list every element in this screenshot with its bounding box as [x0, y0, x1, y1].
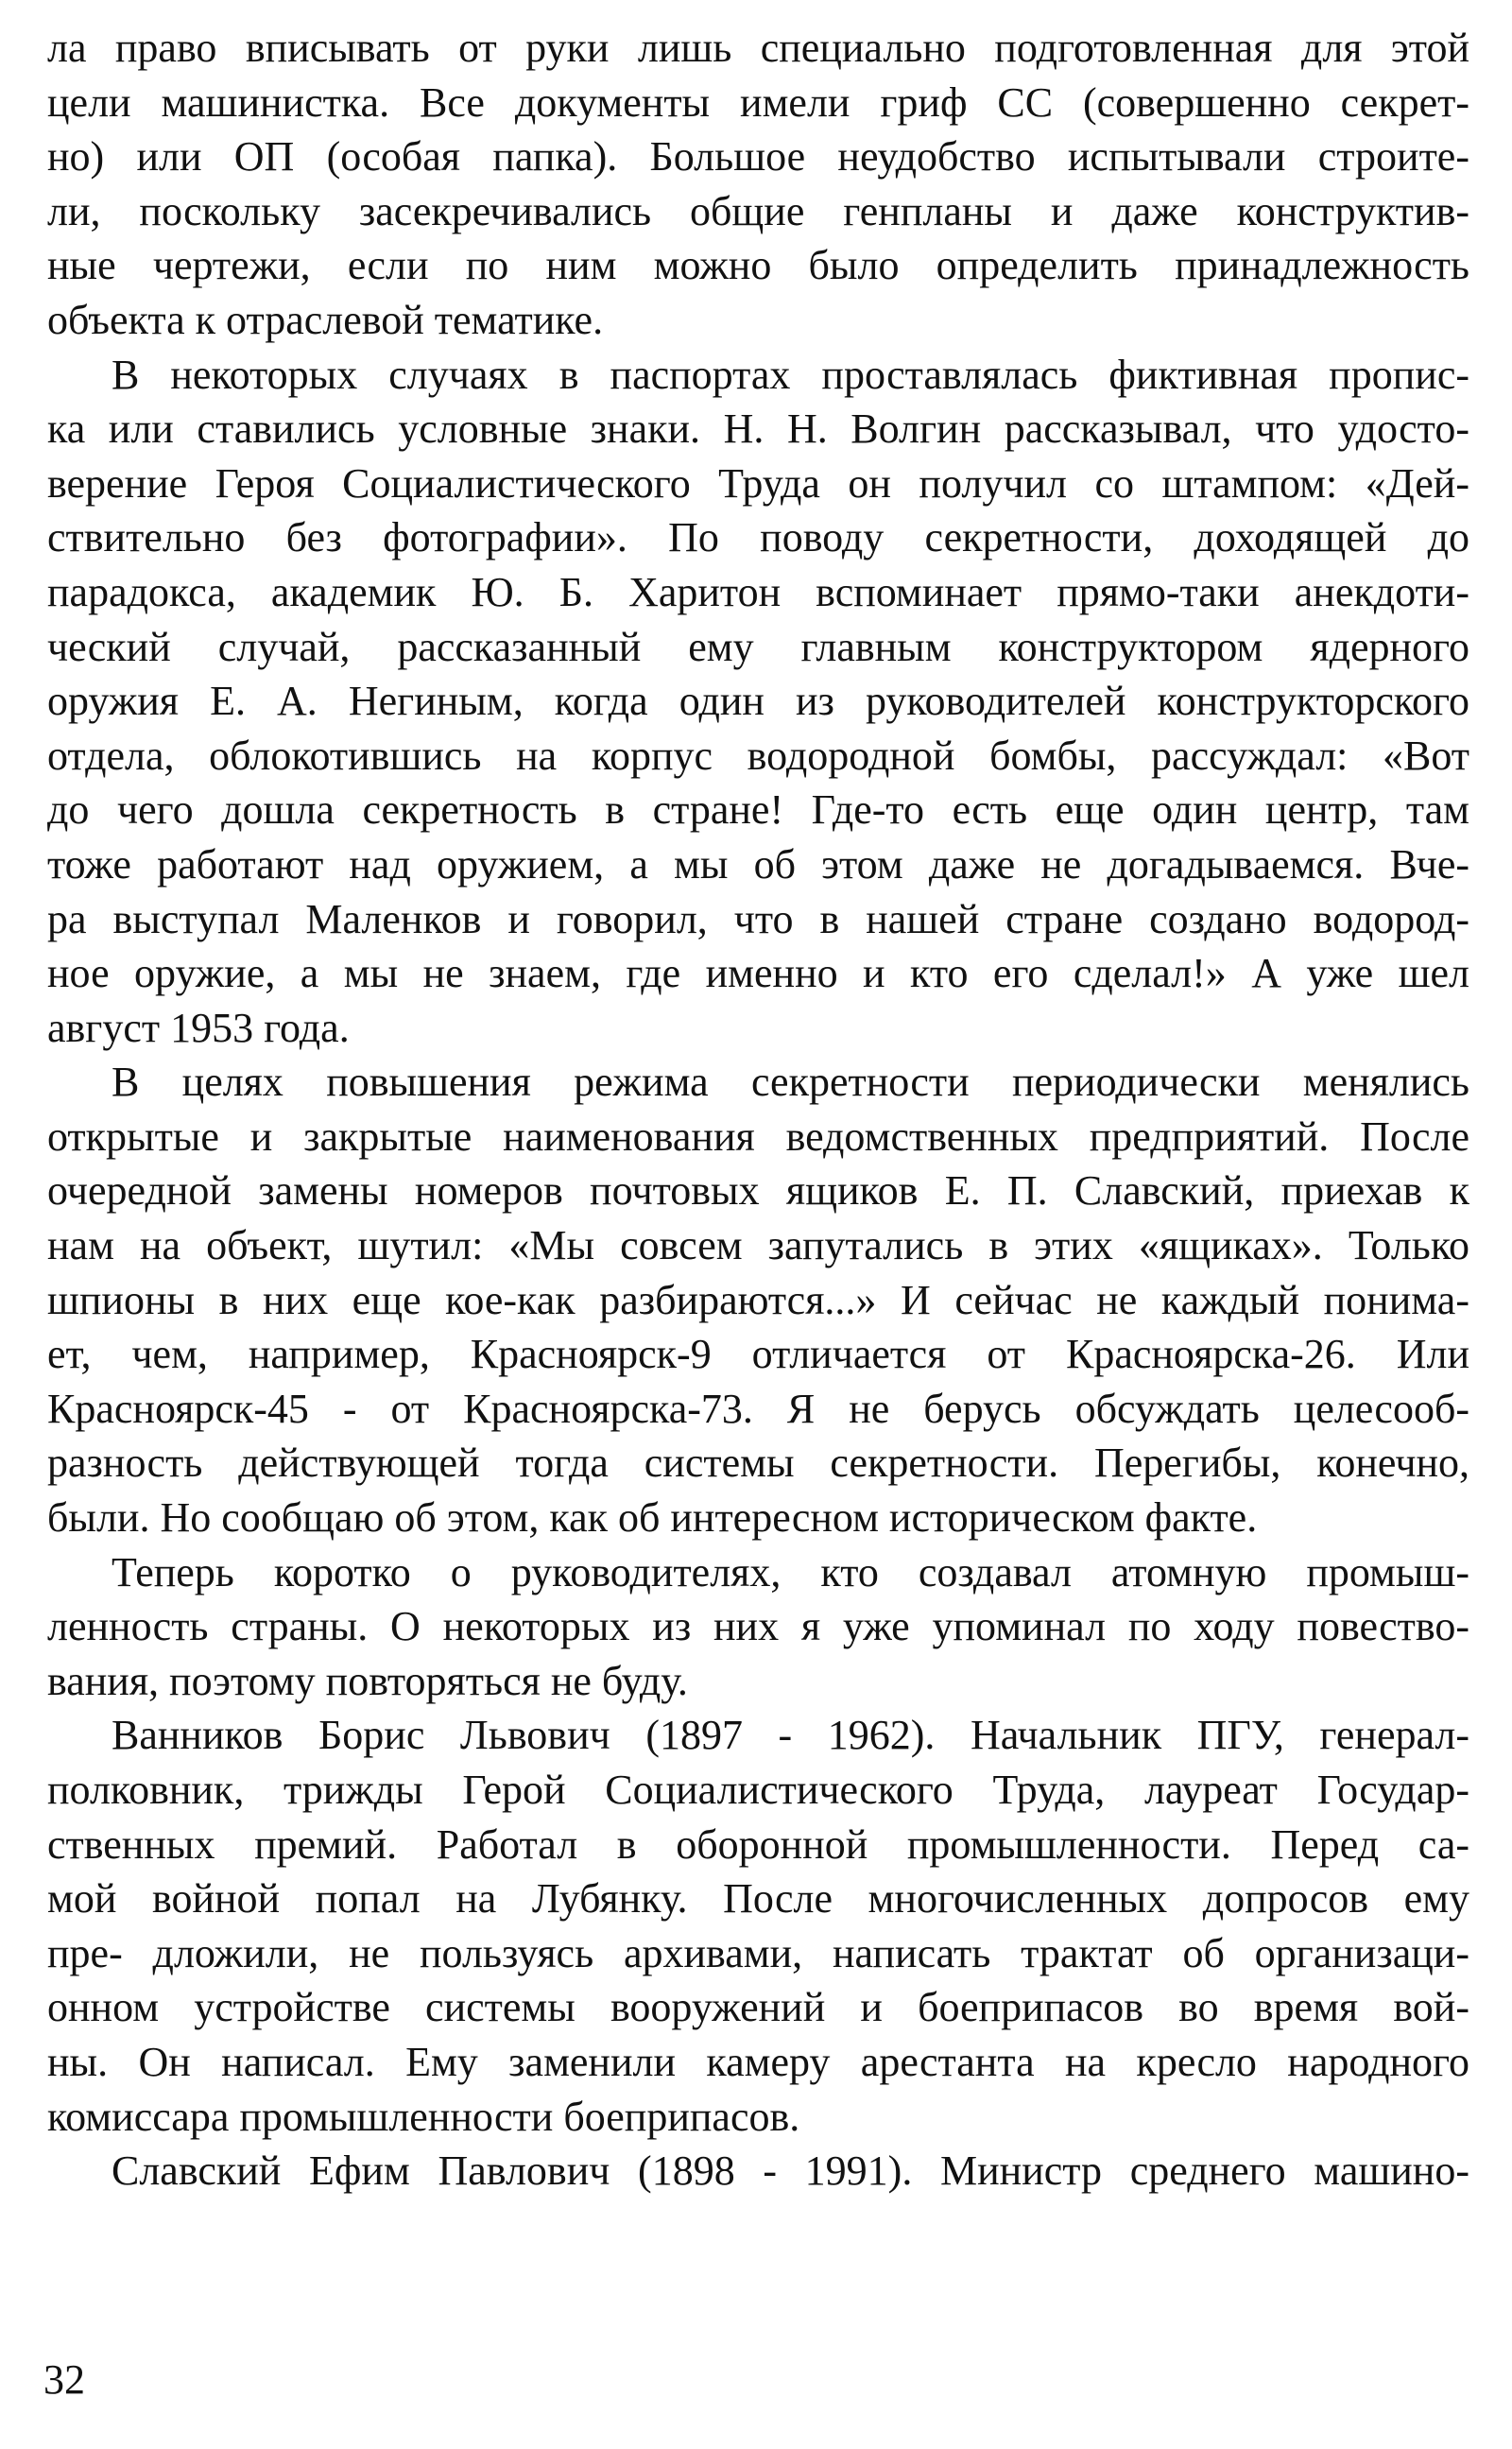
text-line: Славский Ефим Павлович (1898 - 1991). Министр среднего машино- [112, 2147, 1469, 2195]
text-line: но) или ОП (особая папка). Большое неудобство испытывали строите- [47, 133, 1469, 181]
text-line: ка или ставились условные знаки. Н. Н. Волгин рассказывал, что удосто- [47, 405, 1469, 453]
text-line: очередной замены номеров почтовых ящиков Е. П. Славский, приехав к [47, 1167, 1469, 1215]
text-line: август 1953 года. [47, 1004, 350, 1051]
text-line: верение Героя Социалистического Труда он получил со штампом: «Дей- [47, 459, 1469, 507]
text-line: комиссара промышленности боеприпасов. [47, 2093, 800, 2140]
text-line: Красноярск-45 - от Красноярска-73. Я не берусь обсуждать целесооб- [47, 1385, 1469, 1432]
text-line: ны. Он написал. Ему заменили камеру арестанта на кресло народного [47, 2038, 1469, 2085]
text-line: до чего дошла секретность в стране! Где-то есть еще один центр, там [47, 786, 1469, 834]
page-number: 32 [43, 2356, 85, 2403]
text-line: отдела, облокотившись на корпус водородной бомбы, рассуждал: «Вот [47, 732, 1469, 779]
text-line: ное оружие, а мы не знаем, где именно и кто его сделал!» А уже шел [47, 950, 1469, 997]
text-line: разность действующей тогда системы секретности. Перегибы, конечно, [47, 1440, 1469, 1487]
text-line: шпионы в них еще кое-как разбираются...» И сейчас не каждый понима- [47, 1276, 1469, 1323]
paragraph [47, 21, 1469, 348]
text-line: Ванников Борис Львович (1897 - 1962). Начальник ПГУ, генерал- [112, 1712, 1469, 1759]
text-line: ра выступал Маленков и говорил, что в нашей стране создано водород- [47, 895, 1469, 942]
text-line: ла право вписывать от руки лишь специально подготовленная для этой [47, 25, 1469, 71]
text-line: объекта к отраслевой тематике. [47, 296, 604, 343]
text-line: ные чертежи, если по ним можно было определить принадлежность [47, 242, 1469, 289]
text-line: нам на объект, шутил: «Мы совсем запутались в этих «ящиках». Только [47, 1222, 1469, 1269]
text-line: мой войной попал на Лубянку. После многочисленных допросов ему [47, 1875, 1469, 1923]
text-line: ленность страны. О некоторых из них я уже упоминал по ходу повество- [47, 1603, 1469, 1650]
text-line: ствительно без фотографии». По поводу секретности, доходящей до [47, 514, 1469, 561]
text-line: ли, поскольку засекречивались общие генпланы и даже конструктив- [47, 187, 1469, 234]
text-line: открытые и закрытые наименования ведомственных предприятий. После [47, 1112, 1469, 1160]
text-line: оружия Е. А. Негиным, когда один из руководителей конструкторского [47, 678, 1469, 725]
text-line: В некоторых случаях в паспортах проставлялась фиктивная пропис- [112, 351, 1469, 398]
paragraph [47, 348, 1469, 1056]
text-line: полковник, трижды Герой Социалистического Труда, лауреат Государ- [47, 1767, 1469, 1813]
text-line: парадокса, академик Ю. Б. Харитон вспоминает прямо-таки анекдоти- [47, 568, 1469, 615]
text-line: были. Но сообщаю об этом, как об интересном историческом факте. [47, 1494, 1258, 1542]
paragraph [47, 1545, 1469, 1709]
text-line: цели машинистка. Все документы имели гриф СС (совершенно секрет- [47, 78, 1469, 126]
text-line: В целях повышения режима секретности периодически менялись [112, 1059, 1469, 1106]
paragraph [47, 1055, 1469, 1544]
text-line: тоже работают над оружием, а мы об этом даже не догадываемся. Вче- [47, 840, 1469, 888]
text-line: ственных премий. Работал в оборонной промышленности. Перед са- [47, 1820, 1469, 1868]
paragraph [47, 2144, 1469, 2199]
text-line: ческий случай, рассказанный ему главным конструктором ядерного [47, 623, 1469, 670]
page-text [47, 21, 1469, 2199]
paragraph [47, 1708, 1469, 2144]
text-line: Теперь коротко о руководителях, кто создавал атомную промыш- [112, 1548, 1469, 1595]
text-line: пре- дложили, не пользуясь архивами, написать трактат об организаци- [47, 1929, 1469, 1976]
text-line: ет, чем, например, Красноярск-9 отличается от Красноярска-26. Или [47, 1331, 1469, 1378]
text-line: вания, поэтому повторяться не буду. [47, 1657, 688, 1704]
text-line: онном устройстве системы вооружений и боеприпасов во время вой- [47, 1984, 1469, 2031]
